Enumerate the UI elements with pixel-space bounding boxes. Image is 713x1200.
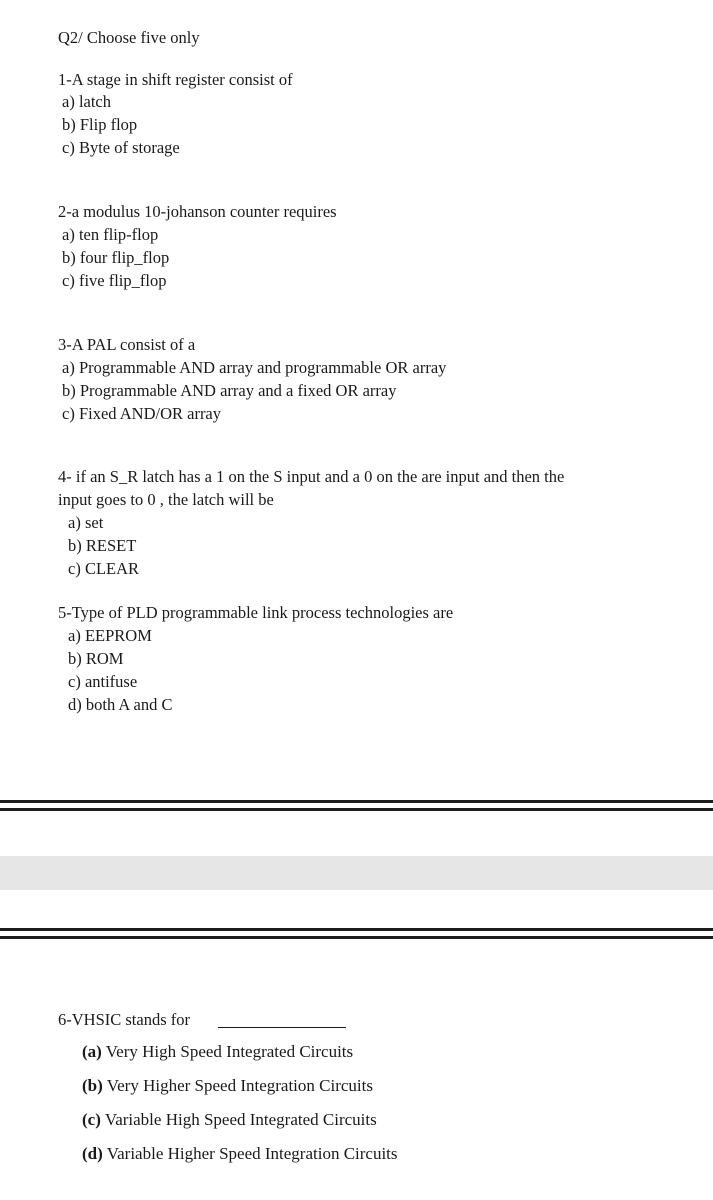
question-5-option-b: b) ROM	[68, 649, 124, 668]
question-5-option-c: c) antifuse	[68, 672, 138, 691]
option-text: Variable High Speed Integrated Circuits	[100, 1110, 377, 1129]
question-2-option-c: c) five flip_flop	[62, 271, 167, 290]
option-text: Variable Higher Speed Integration Circuits	[102, 1144, 398, 1163]
question-3-option-a: a) Programmable AND array and programmable OR array	[62, 358, 447, 377]
question-1-option-c: c) Byte of storage	[62, 138, 180, 157]
question-6-stem: 6-VHSIC stands for	[58, 1010, 190, 1029]
question-5-option-a: a) EEPROM	[68, 626, 152, 645]
separator-rule-3	[0, 928, 713, 931]
separator-rule-4	[0, 936, 713, 939]
question-2-option-b: b) four flip_flop	[62, 248, 170, 267]
question-1-option-a: a) latch	[62, 92, 112, 111]
question-2-option-a: a) ten flip-flop	[62, 225, 159, 244]
option-letter: (d)	[82, 1144, 103, 1163]
answer-blank-line	[218, 1027, 346, 1028]
option-text: Very Higher Speed Integration Circuits	[102, 1076, 373, 1095]
question-4-option-a: a) set	[68, 513, 104, 532]
question-4-option-c: c) CLEAR	[68, 559, 140, 578]
option-letter: (b)	[82, 1076, 103, 1095]
question-4-stem-line1: 4- if an S_R latch has a 1 on the S input and a 0 on the are input and then the	[58, 467, 565, 486]
question-3-option-b: b) Programmable AND array and a fixed OR array	[62, 381, 397, 400]
question-6-option-c	[82, 1110, 377, 1130]
section-header: Q2/ Choose five only	[58, 28, 200, 47]
question-6-option-b	[82, 1076, 373, 1096]
question-2-stem: 2-a modulus 10-johanson counter requires	[58, 202, 337, 221]
question-4-stem-line2: input goes to 0 , the latch will be	[58, 490, 274, 509]
question-1-option-b: b) Flip flop	[62, 115, 138, 134]
question-1-stem: 1-A stage in shift register consist of	[58, 70, 293, 89]
question-6-option-a	[82, 1042, 353, 1062]
question-5-option-d: d) both A and C	[68, 695, 173, 714]
question-3-option-c: c) Fixed AND/OR array	[62, 404, 222, 423]
question-5-stem: 5-Type of PLD programmable link process technologies are	[58, 603, 454, 622]
option-letter: (a)	[82, 1042, 102, 1061]
separator-rule-2	[0, 808, 713, 811]
question-4-option-b: b) RESET	[68, 536, 137, 555]
separator-rule-1	[0, 800, 713, 803]
option-text: Very High Speed Integrated Circuits	[101, 1042, 354, 1061]
page-gap-band	[0, 856, 713, 890]
question-6-option-d	[82, 1144, 398, 1164]
question-3-stem: 3-A PAL consist of a	[58, 335, 196, 354]
option-letter: (c)	[82, 1110, 101, 1129]
